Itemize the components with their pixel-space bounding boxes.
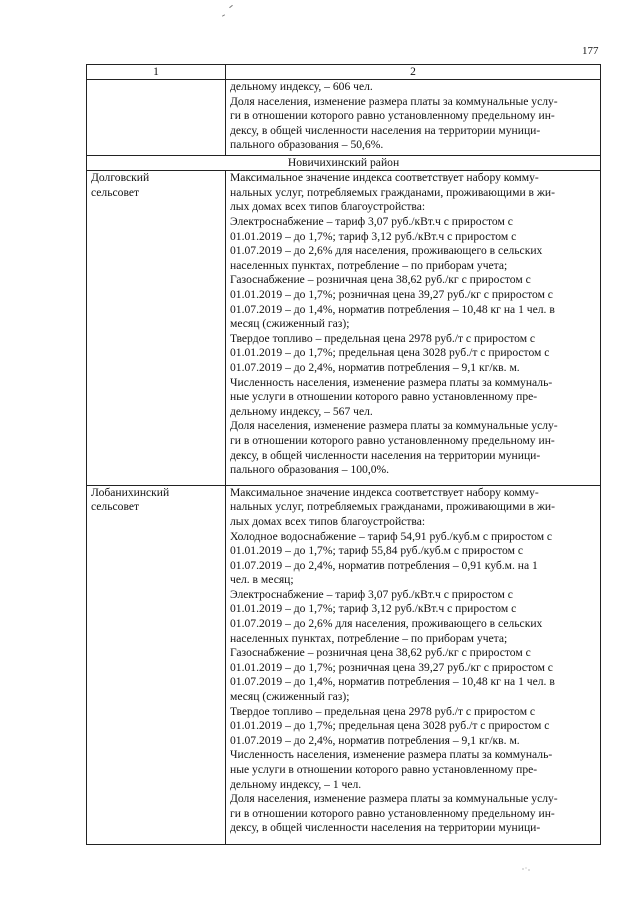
text-line: лых домах всех типов благоустройства:	[230, 200, 426, 214]
text-line: нальных услуг, потребляемых гражданами, проживающими в жи-	[230, 185, 555, 199]
scan-mark	[222, 14, 225, 16]
text-line: 01.07.2019 – до 1,4%, норматив потребления – 10,48 кг на 1 чел. в	[230, 675, 555, 689]
text-line: дельному индексу, – 1 чел.	[230, 777, 362, 791]
text-line: Газоснабжение – розничная цена 38,62 руб./кг с приростом с	[230, 646, 531, 660]
text-line: Доля населения, изменение размера платы за коммунальные услу-	[230, 94, 558, 108]
text-line: лых домах всех типов благоустройства:	[230, 514, 426, 528]
text-line: Электроснабжение – тариф 3,07 руб./кВт.ч с приростом с	[230, 587, 513, 601]
text-line: ги в отношении которого равно установленному предельному ин-	[230, 109, 555, 123]
continuation-text-cell	[226, 80, 601, 156]
text-line: 01.07.2019 – до 2,6% для населения, проживающего в сельских	[230, 244, 543, 258]
text-line: Электроснабжение – тариф 3,07 руб./кВт.ч с приростом с	[230, 215, 513, 229]
text-line: чел. в месяц;	[230, 573, 294, 587]
settlement-name: Лобанихинский	[91, 485, 170, 499]
continuation-name-cell	[87, 80, 226, 156]
scan-mark	[229, 5, 233, 8]
text-line: 01.01.2019 – до 1,7%; розничная цена 39,27 руб./кг с приростом с	[230, 288, 553, 301]
tariff-table	[86, 64, 601, 845]
text-line: 01.01.2019 – до 1,7%; розничная цена 39,27 руб./кг с приростом с	[230, 660, 553, 674]
text-line: 01.01.2019 – до 1,7%; тариф 3,12 руб./кВт.ч с приростом с	[230, 229, 517, 243]
text-line: 01.07.2019 – до 2,4%, норматив потребления – 9,1 кг/кв. м.	[230, 733, 520, 747]
text-line: дельному индексу, – 567 чел.	[230, 404, 373, 418]
text-line: 01.07.2019 – до 2,4%, норматив потребления – 9,1 кг/кв. м.	[230, 360, 520, 374]
text-line: ги в отношении которого равно установленному предельному ин-	[230, 433, 555, 447]
scan-speck	[521, 866, 531, 872]
text-line: 01.01.2019 – до 1,7%; предельная цена 3028 руб./т с приростом с	[230, 719, 550, 733]
text-line: дексу, в общей численности населения на территории муници-	[230, 821, 541, 835]
text-line: ги в отношении которого равно установленному предельному ин-	[230, 806, 555, 820]
page-number: 177	[582, 45, 599, 57]
region-title: Новичихинский район	[87, 155, 601, 171]
settlement-text-cell	[226, 485, 601, 844]
text-line: дексу, в общей численности населения на территории муници-	[230, 123, 541, 137]
settlement-name-cell	[87, 485, 226, 844]
text-line: Максимальное значение индекса соответствует набору комму-	[230, 171, 539, 185]
text-line: Численность населения, изменение размера платы за коммуналь-	[230, 375, 553, 389]
header-col-2: 2	[226, 65, 601, 80]
text-line: ные услуги в отношении которого равно установленному пре-	[230, 390, 538, 404]
text-line: Доля населения, изменение размера платы за коммунальные услу-	[230, 419, 558, 433]
text-line: 01.01.2019 – до 1,7%; тариф 3,12 руб./кВт.ч с приростом с	[230, 602, 517, 616]
text-line: 01.07.2019 – до 1,4%, норматив потребления – 10,48 кг на 1 чел. в	[230, 302, 555, 316]
settlement-name: сельсовет	[91, 500, 140, 514]
text-line: 01.01.2019 – до 1,7%; тариф 55,84 руб./куб.м с приростом с	[230, 544, 523, 558]
text-line: населенных пунктах, потребление – по приборам учета;	[230, 631, 508, 645]
text-line: 01.07.2019 – до 2,6% для населения, проживающего в сельских	[230, 617, 543, 631]
text-line: 01.01.2019 – до 1,7%; предельная цена 3028 руб./т с приростом с	[230, 346, 550, 360]
text-line: Твердое топливо – предельная цена 2978 руб./т с приростом с	[230, 704, 536, 718]
settlement-name-cell	[87, 171, 226, 485]
header-col-1: 1	[87, 65, 226, 80]
table-header-row	[87, 65, 601, 80]
text-line: ные услуги в отношении которого равно установленному пре-	[230, 763, 538, 777]
text-line: Численность населения, изменение размера платы за коммуналь-	[230, 748, 553, 762]
text-line: пального образования – 50,6%.	[230, 138, 384, 152]
text-line: Твердое топливо – предельная цена 2978 руб./т с приростом с	[230, 331, 536, 345]
text-line: дексу, в общей численности населения на территории муници-	[230, 448, 541, 462]
table-row	[87, 485, 601, 844]
text-line: населенных пунктах, потребление – по приборам учета;	[230, 258, 508, 272]
settlement-text-cell	[226, 171, 601, 485]
text-line: Газоснабжение – розничная цена 38,62 руб./кг с приростом с	[230, 273, 531, 287]
continuation-row	[87, 80, 601, 156]
text-line: месяц (сжиженный газ);	[230, 690, 350, 704]
settlement-name: Долговский	[91, 171, 150, 185]
text-line: дельному индексу, – 606 чел.	[230, 80, 373, 93]
text-line: пального образования – 100,0%.	[230, 463, 390, 477]
region-row	[87, 155, 601, 171]
text-line: 01.07.2019 – до 2,4%, норматив потребления – 0,91 куб.м. на 1	[230, 558, 538, 572]
text-line: месяц (сжиженный газ);	[230, 317, 350, 331]
settlement-name: сельсовет	[91, 185, 140, 199]
table-row	[87, 171, 601, 485]
text-line: Холодное водоснабжение – тариф 54,91 руб./куб.м с приростом с	[230, 529, 553, 543]
text-line: нальных услуг, потребляемых гражданами, проживающими в жи-	[230, 500, 555, 514]
text-line: Доля населения, изменение размера платы за коммунальные услу-	[230, 792, 558, 806]
text-line: Максимальное значение индекса соответствует набору комму-	[230, 485, 539, 499]
